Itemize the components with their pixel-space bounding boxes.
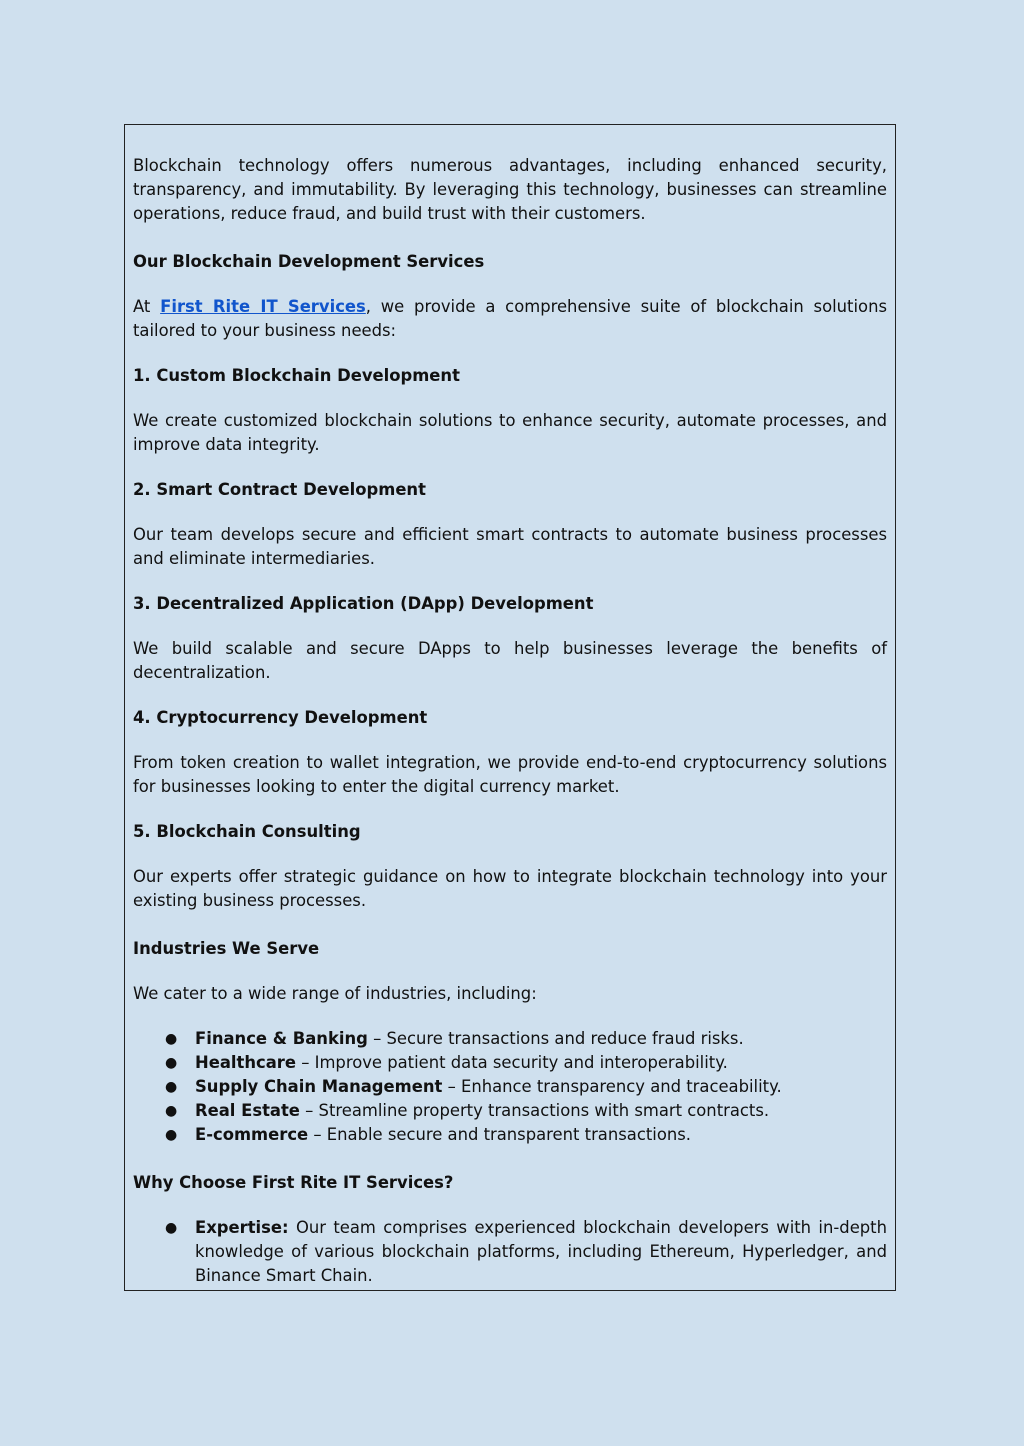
industry-desc: – Improve patient data security and interoperability. (296, 1053, 728, 1072)
bullet-icon: ● (165, 1127, 178, 1143)
list-item (133, 1051, 887, 1075)
industries-list (133, 1027, 887, 1147)
bullet-icon: ● (165, 1055, 178, 1071)
why-item-name: Expertise: (195, 1218, 289, 1237)
industries-intro: We cater to a wide range of industries, including: (133, 984, 537, 1003)
bullet-icon: ● (165, 1031, 178, 1047)
service-text-consulting: Our experts offer strategic guidance on how to integrate blockchain technology into your existing business processes. (133, 867, 887, 910)
industry-desc: – Enable secure and transparent transactions. (308, 1125, 691, 1144)
why-list (133, 1216, 887, 1288)
service-title-smart-contract: 2. Smart Contract Development (133, 480, 426, 499)
services-heading: Our Blockchain Development Services (133, 252, 485, 271)
first-rite-link[interactable]: First Rite IT Services (160, 297, 366, 316)
industry-desc: – Enhance transparency and traceability. (442, 1077, 782, 1096)
why-heading: Why Choose First Rite IT Services? (133, 1173, 454, 1192)
industry-desc: – Streamline property transactions with smart contracts. (299, 1101, 770, 1120)
bullet-icon: ● (165, 1103, 178, 1119)
bullet-icon: ● (165, 1220, 178, 1236)
services-intro-suffix: , we provide a comprehensive suite of blockchain solutions tailored to your business needs: (133, 297, 887, 340)
list-item (133, 1216, 887, 1288)
service-text-cryptocurrency: From token creation to wallet integration, we provide end-to-end cryptocurrency solutions for businesses looking to enter the digital currency market. (133, 753, 887, 796)
industry-name: Supply Chain Management (195, 1077, 443, 1096)
document-content-box (124, 124, 896, 1291)
list-item (133, 1123, 887, 1147)
service-title-custom-blockchain: 1. Custom Blockchain Development (133, 366, 460, 385)
industry-name: E-commerce (195, 1125, 309, 1144)
list-item (133, 1027, 887, 1051)
list-item (133, 1075, 887, 1099)
service-text-dapp: We build scalable and secure DApps to help businesses leverage the benefits of decentralization. (133, 639, 887, 682)
industries-heading: Industries We Serve (133, 939, 320, 958)
services-intro-prefix: At (133, 297, 161, 316)
intro-paragraph: Blockchain technology offers numerous advantages, including enhanced security, transparency, and immutability. By leveraging this technology, businesses can streamline operations, reduce fraud, and build trust with their customers. (133, 156, 887, 223)
service-title-dapp: 3. Decentralized Application (DApp) Development (133, 594, 594, 613)
industry-desc: – Secure transactions and reduce fraud risks. (367, 1029, 744, 1048)
service-text-custom-blockchain: We create customized blockchain solutions to enhance security, automate processes, and improve data integrity. (133, 411, 887, 454)
why-item-desc: Our team comprises experienced blockchain developers with in-depth knowledge of various blockchain platforms, including Ethereum, Hyperledger, and Binance Smart Chain. (195, 1218, 887, 1285)
bullet-icon: ● (165, 1079, 178, 1095)
industry-name: Finance & Banking (195, 1029, 368, 1048)
service-text-smart-contract: Our team develops secure and efficient smart contracts to automate business processes and eliminate intermediaries. (133, 525, 887, 568)
services-intro-paragraph (133, 295, 887, 343)
list-item (133, 1099, 887, 1123)
service-title-consulting: 5. Blockchain Consulting (133, 822, 361, 841)
industry-name: Real Estate (195, 1101, 300, 1120)
service-title-cryptocurrency: 4. Cryptocurrency Development (133, 708, 428, 727)
industry-name: Healthcare (195, 1053, 296, 1072)
